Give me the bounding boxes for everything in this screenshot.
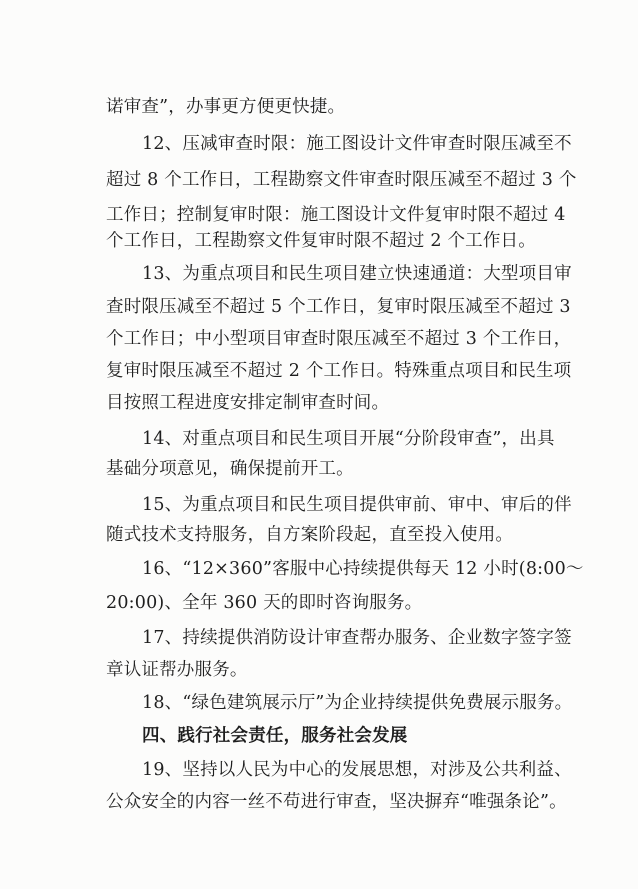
- text-line: 基础分项意见，确保提前开工。: [106, 459, 354, 479]
- text-line: 超过 8 个工作日，工程勘察文件审查时限压减至不超过 3 个: [106, 170, 577, 190]
- text-line: 公众安全的内容一丝不苟进行审查，坚决摒弃“唯强条论”。: [106, 792, 567, 812]
- text-line: 个工作日，工程勘察文件复审时限不超过 2 个工作日。: [106, 231, 536, 251]
- text-line: 目按照工程进度安排定制审查时间。: [106, 393, 390, 413]
- text-line: 20:00)、全年 360 天的即时咨询服务。: [106, 593, 423, 613]
- text-line: 工作日；控制复审时限：施工图设计文件复审时限不超过 4: [106, 205, 566, 225]
- text-line: 19、坚持以人民为中心的发展思想，对涉及公共利益、: [142, 760, 572, 780]
- text-line: 16、“12×360”客服中心持续提供每天 12 小时(8:00～: [142, 559, 584, 579]
- text-line: 18、“绿色建筑展示厅”为企业持续提供免费展示服务。: [142, 693, 573, 713]
- text-line: 复审时限压减至不超过 2 个工作日。特殊重点项目和民生项: [106, 361, 572, 381]
- text-line: 17、持续提供消防设计审查帮办服务、企业数字签字签: [142, 628, 572, 648]
- text-line: 诺审查”，办事更方便更快捷。: [106, 97, 346, 117]
- text-line: 13、为重点项目和民生项目建立快速通道：大型项目审: [142, 264, 572, 284]
- text-line: 查时限压减至不超过 5 个工作日，复审时限压减至不超过 3: [106, 297, 571, 317]
- text-line: 14、对重点项目和民生项目开展“分阶段审查”，出具: [142, 429, 555, 449]
- section-heading: 四、践行社会责任，服务社会发展: [142, 726, 408, 746]
- text-line: 章认证帮办服务。: [106, 660, 248, 680]
- text-line: 12、压减审查时限：施工图设计文件审查时限压减至不: [142, 134, 572, 154]
- text-line: 个工作日；中小型项目审查时限压减至不超过 3 个工作日，: [106, 329, 572, 349]
- text-line: 15、为重点项目和民生项目提供审前、审中、审后的伴: [142, 495, 572, 515]
- text-line: 随式技术支持服务，自方案阶段起，直至投入使用。: [106, 525, 514, 545]
